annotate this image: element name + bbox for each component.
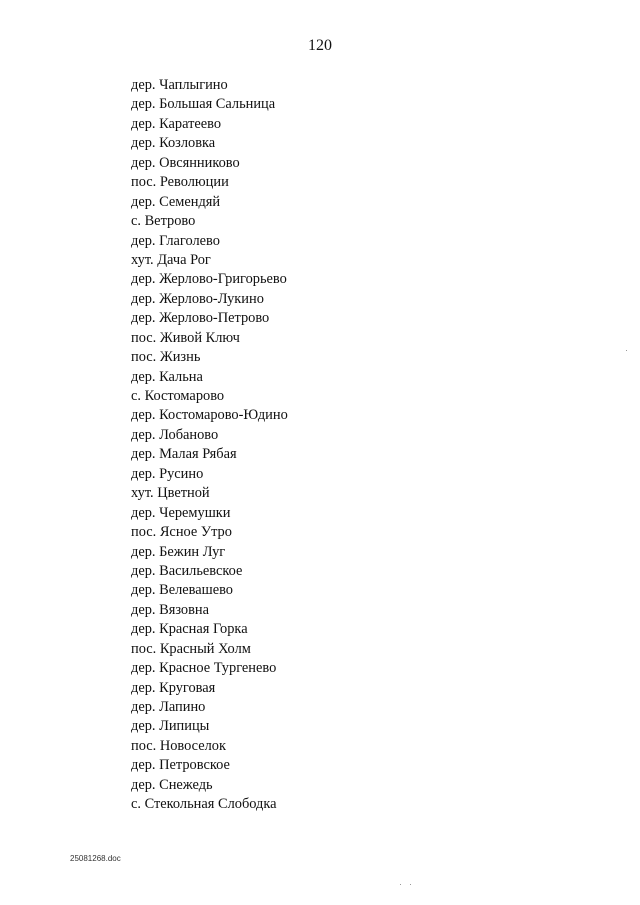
footer-filename: 25081268.doc bbox=[70, 854, 121, 863]
settlement-item: дер. Вязовна bbox=[131, 601, 209, 618]
settlement-list bbox=[131, 76, 288, 815]
settlement-item: пос. Революции bbox=[131, 174, 229, 191]
settlement-item: дер. Большая Сальница bbox=[131, 96, 276, 113]
settlement-item: пос. Живой Ключ bbox=[131, 329, 240, 346]
settlement-item: дер. Бежин Луг bbox=[131, 543, 226, 560]
scan-speck bbox=[410, 884, 411, 885]
settlement-item: дер. Глаголево bbox=[131, 232, 220, 249]
settlement-item: дер. Круговая bbox=[131, 679, 216, 696]
settlement-item: дер. Кальна bbox=[131, 368, 203, 385]
settlement-item: дер. Лапино bbox=[131, 699, 206, 715]
settlement-item: пос. Красный Холм bbox=[131, 640, 251, 657]
settlement-item: дер. Васильевское bbox=[131, 562, 243, 579]
settlement-item: дер. Петровское bbox=[131, 757, 230, 774]
settlement-item: дер. Черемушки bbox=[131, 504, 231, 521]
settlement-item: дер. Лобаново bbox=[131, 426, 219, 443]
settlement-item: дер. Козловка bbox=[131, 135, 216, 152]
settlement-item: дер. Малая Рябая bbox=[131, 446, 237, 463]
settlement-item: пос. Ясное Утро bbox=[131, 524, 232, 541]
scan-speck bbox=[626, 350, 627, 351]
settlement-item: с. Ветрово bbox=[131, 213, 196, 230]
page-number: 120 bbox=[308, 37, 332, 54]
settlement-item: пос. Новоселок bbox=[131, 737, 226, 754]
settlement-item: дер. Русино bbox=[131, 465, 204, 482]
scan-speck bbox=[400, 884, 401, 885]
settlement-item: дер. Липицы bbox=[131, 718, 210, 735]
settlement-item: дер. Красное Тургенево bbox=[131, 660, 277, 677]
settlement-item: дер. Каратеево bbox=[131, 115, 222, 132]
settlement-item: с. Костомарово bbox=[131, 388, 225, 404]
settlement-item: дер. Чаплыгино bbox=[131, 77, 228, 93]
settlement-item: дер. Жерлово-Петрово bbox=[131, 310, 270, 327]
settlement-item: дер. Семендяй bbox=[131, 193, 221, 210]
settlement-item: дер. Овсянниково bbox=[131, 154, 240, 171]
settlement-item: хут. Дача Рог bbox=[131, 251, 211, 268]
settlement-item: дер. Жерлово-Григорьево bbox=[131, 271, 287, 288]
settlement-item: дер. Снежедь bbox=[131, 776, 213, 793]
settlement-item: дер. Жерлово-Лукино bbox=[131, 290, 264, 307]
settlement-item: с. Стекольная Слободка bbox=[131, 796, 277, 813]
settlement-item: пос. Жизнь bbox=[131, 349, 201, 366]
settlement-item: хут. Цветной bbox=[131, 485, 210, 502]
settlement-item: дер. Костомарово-Юдино bbox=[131, 407, 288, 424]
settlement-item: дер. Красная Горка bbox=[131, 621, 248, 638]
settlement-item: дер. Велевашево bbox=[131, 582, 234, 599]
